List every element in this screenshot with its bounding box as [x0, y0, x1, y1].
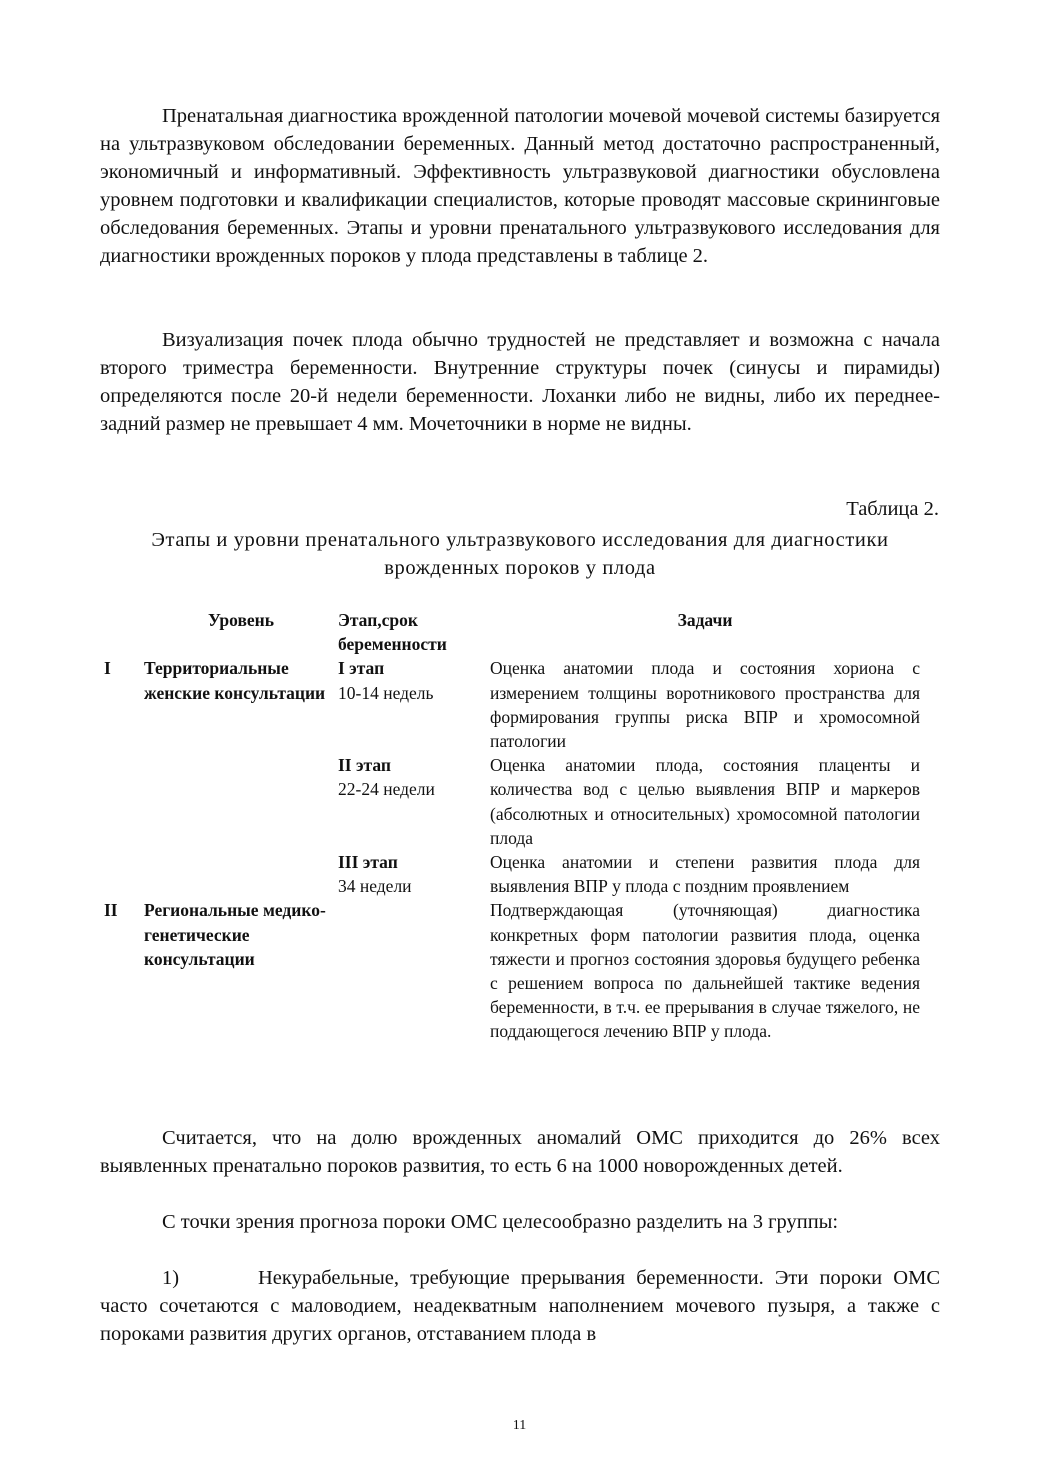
table-row [100, 850, 920, 898]
row-tasks: Оценка анатомии и степени развития плода для выявления ВПР у плода с поздним проявлением [490, 852, 920, 897]
table-label: Таблица 2. [846, 498, 939, 520]
paragraph-oms-share: Считается, что на долю врожденных аномалий ОМС приходится до 26% всех выявленных пренатально пороков развития, то есть 6 на 1000 новорожденных детей. [100, 1127, 940, 1177]
paragraph-kidney-visualization: Визуализация почек плода обычно трудностей не представляет и возможна с начала второго триместра беременности. Внутренние структуры почек (синусы и пирамиды) определяются после 20-й недели беременности. Лоханки либо не видны, либо их переднее-задний размер не превышает 4 мм. Мочеточники в норме не видны. [100, 329, 940, 435]
row-tasks: Оценка анатомии плода, состояния плаценты и количества вод с целью выявления ВПР и маркеров (абсолютных и относительных) хромосомной патологии плода [490, 755, 920, 848]
table-row [100, 753, 920, 850]
row-stage [338, 898, 490, 1043]
stage-name: II этап [338, 755, 391, 776]
row-level: Региональные медико-генетические консультации [144, 900, 326, 969]
stage-term: 22-24 недели [338, 779, 435, 800]
row-tasks: Подтверждающая (уточняющая) диагностика конкретных форм патологии развития плода, оценка тяжести и прогноз состояния здоровья будущего ребенка с решением вопроса по дальнейшей тактике ведения беременности, в т.ч. ее прерывания в случае тяжелого, не поддающегося лечению ВПР у плода. [490, 900, 920, 1042]
stages-table [100, 608, 920, 1044]
row-num [100, 850, 144, 898]
list-item-number: 1) [162, 1267, 180, 1289]
paragraph-intro: Пренатальная диагностика врожденной патологии мочевой мочевой системы базируется на ультразвуковом обследовании беременных. Данный метод достаточно распространенный, экономичный и информативный. Эффективность ультразвуковой диагностики обусловлена уровнем подготовки и квалификации специалистов, которые проводят массовые скрининговые обследования беременных. Этапы и уровни пренатального ультразвукового исследования для диагностики врожденных пороков у плода представлены в таблице 2. [100, 105, 940, 267]
table-title: Этапы и уровни пренатального ультразвукового исследования для диагностики врожденных пороков у плода [151, 529, 889, 579]
stage-term: 34 недели [338, 876, 412, 897]
table-row [100, 898, 920, 1043]
row-tasks: Оценка анатомии плода и состояния хориона с измерением толщины воротникового пространства для формирования группы риска ВПР и хромосомной патологии [490, 658, 920, 752]
paragraph-prognosis-groups: С точки зрения прогноза пороки ОМС целесообразно разделить на 3 группы: [162, 1211, 839, 1233]
table-header-row [100, 608, 920, 656]
header-tasks: Задачи [677, 610, 733, 630]
row-level [144, 850, 338, 898]
stage-name: I этап [338, 658, 385, 679]
list-item-1 [100, 1264, 940, 1348]
row-level [144, 753, 338, 850]
page-number: 11 [512, 1418, 527, 1433]
stage-name: III этап [338, 852, 398, 873]
row-num [100, 753, 144, 850]
row-stage [338, 753, 490, 850]
header-num [100, 608, 144, 656]
row-stage [338, 656, 490, 753]
table-row [100, 656, 920, 753]
row-num: II [104, 900, 118, 921]
header-stage: Этап,срок беременности [338, 610, 447, 655]
row-num: I [104, 658, 111, 679]
list-item-text: Некурабельные, требующие прерывания беременности. Эти пороки ОМС часто сочетаются с маловодием, неадекватным наполнением мочевого пузыря, а также с пороками развития других органов, отставанием плода в [100, 1267, 940, 1345]
row-level: Территориальные женские консультации [144, 658, 326, 703]
header-level: Уровень [207, 610, 274, 630]
stage-term: 10-14 недель [338, 682, 434, 703]
row-stage [338, 850, 490, 898]
